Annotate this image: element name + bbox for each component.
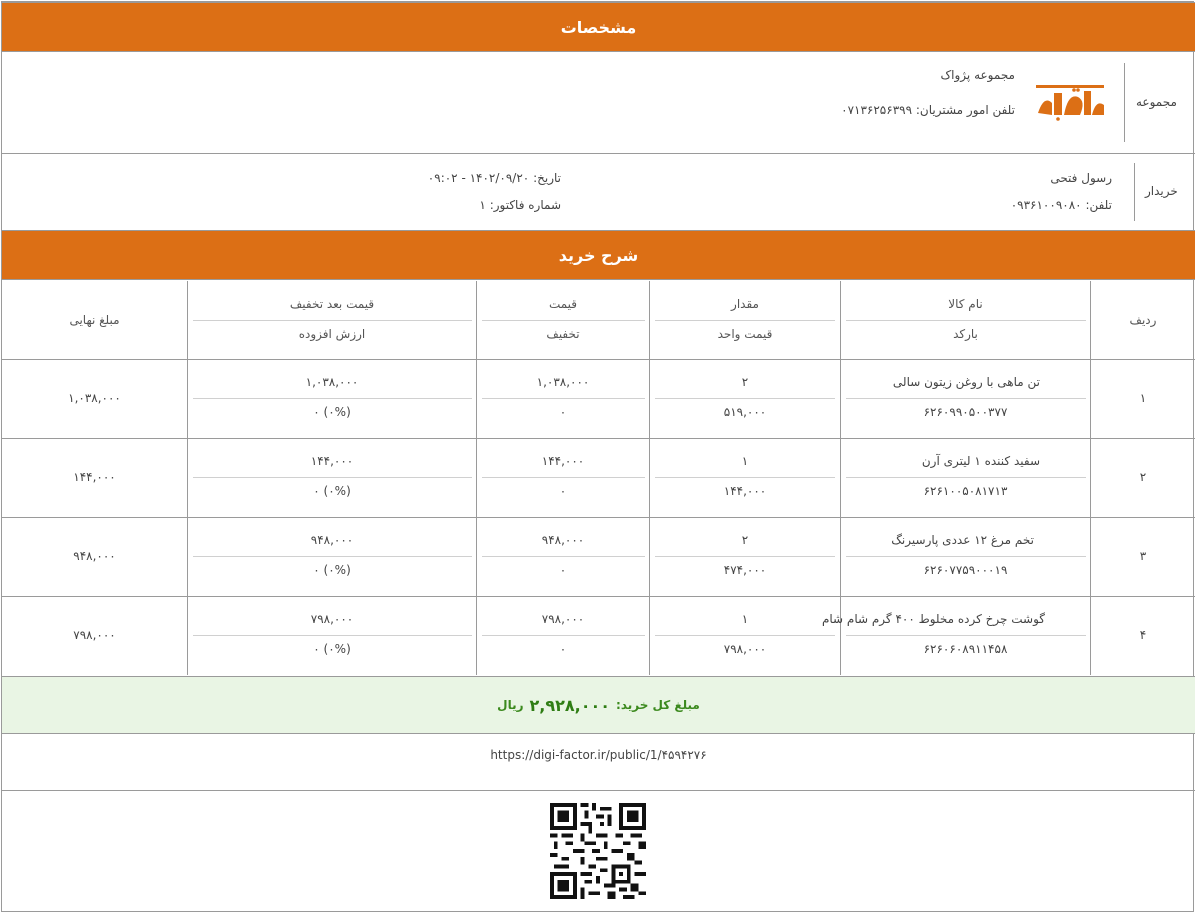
header-sep bbox=[482, 320, 645, 321]
cell-qty: ۲ bbox=[741, 533, 749, 547]
buyer-label: خریدار bbox=[1145, 184, 1178, 198]
cell-item-name: سفید کننده ۱ لیتری آرن bbox=[921, 454, 1040, 468]
cell-final: ۷۹۸,۰۰۰ bbox=[73, 628, 116, 642]
cell-after-discount: ۱,۰۳۸,۰۰۰ bbox=[305, 375, 359, 389]
row-sep bbox=[193, 556, 472, 557]
header-bottom-line bbox=[2, 359, 1195, 360]
cell-unit-price: ۵۱۹,۰۰۰ bbox=[723, 405, 767, 419]
specs-title: مشخصات bbox=[560, 17, 637, 37]
row-sep bbox=[655, 635, 835, 636]
cell-vat: (۰%) ۰ bbox=[313, 563, 351, 577]
purchase-title: شرح خرید bbox=[558, 245, 639, 265]
public-invoice-link[interactable]: https://digi-factor.ir/public/1/۴۵۹۴۲۷۶ bbox=[490, 748, 707, 762]
row-sep bbox=[482, 477, 645, 478]
invoice-number-label: شماره فاکتور: bbox=[489, 198, 561, 212]
cell-price: ۹۴۸,۰۰۰ bbox=[541, 533, 585, 547]
cell-final: ۱,۰۳۸,۰۰۰ bbox=[68, 391, 121, 405]
total-row bbox=[2, 676, 1195, 734]
row-sep bbox=[193, 635, 472, 636]
row-sep bbox=[482, 635, 645, 636]
row-sep bbox=[655, 398, 835, 399]
url-bottom-line bbox=[2, 790, 1195, 791]
row-sep bbox=[482, 398, 645, 399]
row-sep bbox=[655, 556, 835, 557]
cell-barcode: ۶۲۶۰۹۹۰۵۰۰۳۷۷ bbox=[923, 405, 1008, 419]
invoice-date-row bbox=[428, 171, 561, 185]
header-sep bbox=[846, 320, 1086, 321]
cell-vat: (۰%) ۰ bbox=[313, 405, 351, 419]
seller-phone-label: تلفن امور مشتریان: bbox=[915, 103, 1015, 117]
cell-after-discount: ۹۴۸,۰۰۰ bbox=[310, 533, 354, 547]
row-sep bbox=[482, 556, 645, 557]
cell-row-number: ۱ bbox=[1139, 391, 1147, 405]
buyer-divider bbox=[1134, 163, 1135, 221]
cell-discount: ۰ bbox=[559, 642, 567, 656]
cell-after-discount: ۱۴۴,۰۰۰ bbox=[310, 454, 354, 468]
row-sep bbox=[193, 477, 472, 478]
specs-header-bar bbox=[2, 2, 1195, 52]
row-bottom-line bbox=[2, 517, 1195, 518]
total-amount: ۲,۹۲۸,۰۰۰ bbox=[529, 695, 611, 715]
row-sep bbox=[846, 477, 1086, 478]
cell-discount: ۰ bbox=[559, 405, 567, 419]
total-currency: ریال bbox=[497, 698, 524, 712]
cell-final: ۱۴۴,۰۰۰ bbox=[73, 470, 116, 484]
row-sep bbox=[846, 398, 1086, 399]
cell-barcode: ۶۲۶۰۶۰۸۹۱۱۴۵۸ bbox=[923, 642, 1008, 656]
header-row-number: ردیف bbox=[1129, 313, 1157, 327]
total-label: مبلغ کل خرید: bbox=[616, 698, 700, 712]
header-qty: مقدار bbox=[731, 297, 759, 311]
cell-vat: (۰%) ۰ bbox=[313, 642, 351, 656]
invoice-date-label: تاریخ: bbox=[533, 171, 561, 185]
cell-discount: ۰ bbox=[559, 484, 567, 498]
cell-item-name: تخم مرغ ۱۲ عددی پارسیرنگ bbox=[891, 533, 1034, 547]
seller-name: مجموعه پژواک bbox=[940, 68, 1015, 82]
seller-divider bbox=[1124, 63, 1125, 142]
row-sep bbox=[846, 556, 1086, 557]
cell-item-name: تن ماهی با روغن زیتون سالی bbox=[892, 375, 1040, 389]
cell-barcode: ۶۲۶۰۷۷۵۹۰۰۰۱۹ bbox=[923, 563, 1008, 577]
cell-qty: ۱ bbox=[741, 454, 749, 468]
cell-unit-price: ۴۷۴,۰۰۰ bbox=[723, 563, 767, 577]
cell-row-number: ۳ bbox=[1139, 549, 1147, 563]
invoice-number-row bbox=[479, 198, 561, 212]
pezhvak-logo bbox=[1030, 75, 1110, 125]
header-after-discount: قیمت بعد تخفیف bbox=[289, 297, 375, 311]
header-item-name: نام کالا bbox=[948, 297, 983, 311]
row-sep bbox=[193, 398, 472, 399]
row-sep bbox=[655, 477, 835, 478]
cell-unit-price: ۷۹۸,۰۰۰ bbox=[723, 642, 767, 656]
header-vat: ارزش افزوده bbox=[298, 327, 366, 341]
seller-label: مجموعه bbox=[1136, 95, 1177, 109]
cell-price: ۷۹۸,۰۰۰ bbox=[541, 612, 585, 626]
header-price: قیمت bbox=[548, 297, 578, 311]
cell-row-number: ۲ bbox=[1139, 470, 1147, 484]
invoice-number: ۱ bbox=[479, 198, 486, 212]
header-unit-price: قیمت واحد bbox=[717, 327, 773, 341]
buyer-name: رسول فتحی bbox=[1050, 171, 1112, 185]
cell-row-number: ۴ bbox=[1139, 628, 1147, 642]
row-bottom-line bbox=[2, 596, 1195, 597]
row-sep bbox=[846, 635, 1086, 636]
cell-barcode: ۶۲۶۱۰۰۵۰۸۱۷۱۳ bbox=[923, 484, 1008, 498]
cell-final: ۹۴۸,۰۰۰ bbox=[73, 549, 116, 563]
purchase-header-bar bbox=[2, 230, 1195, 280]
cell-after-discount: ۷۹۸,۰۰۰ bbox=[310, 612, 354, 626]
cell-price: ۱,۰۳۸,۰۰۰ bbox=[536, 375, 590, 389]
seller-phone: ۰۷۱۳۶۲۵۶۳۹۹ bbox=[841, 103, 913, 117]
cell-qty: ۱ bbox=[741, 612, 749, 626]
cell-qty: ۲ bbox=[741, 375, 749, 389]
divider-seller-buyer bbox=[2, 153, 1195, 154]
cell-unit-price: ۱۴۴,۰۰۰ bbox=[723, 484, 767, 498]
header-final: مبلغ نهایی bbox=[69, 313, 120, 327]
buyer-phone-label: تلفن: bbox=[1085, 198, 1112, 212]
header-barcode: بارکد bbox=[953, 327, 978, 341]
qr-code-icon bbox=[550, 803, 646, 899]
buyer-phone: ۰۹۳۶۱۰۰۹۰۸۰ bbox=[1010, 198, 1082, 212]
header-sep bbox=[193, 320, 472, 321]
cell-discount: ۰ bbox=[559, 563, 567, 577]
cell-price: ۱۴۴,۰۰۰ bbox=[541, 454, 585, 468]
seller-phone-row bbox=[841, 103, 1015, 117]
invoice-date: ۱۴۰۲/۰۹/۲۰ - ۰۹:۰۲ bbox=[427, 171, 530, 185]
cell-item-name: گوشت چرخ کرده مخلوط ۴۰۰ گرم شام شام bbox=[821, 612, 1045, 626]
cell-vat: (۰%) ۰ bbox=[313, 484, 351, 498]
header-sep bbox=[655, 320, 835, 321]
row-bottom-line bbox=[2, 438, 1195, 439]
header-discount: تخفیف bbox=[546, 327, 580, 341]
buyer-phone-row bbox=[1011, 198, 1112, 212]
